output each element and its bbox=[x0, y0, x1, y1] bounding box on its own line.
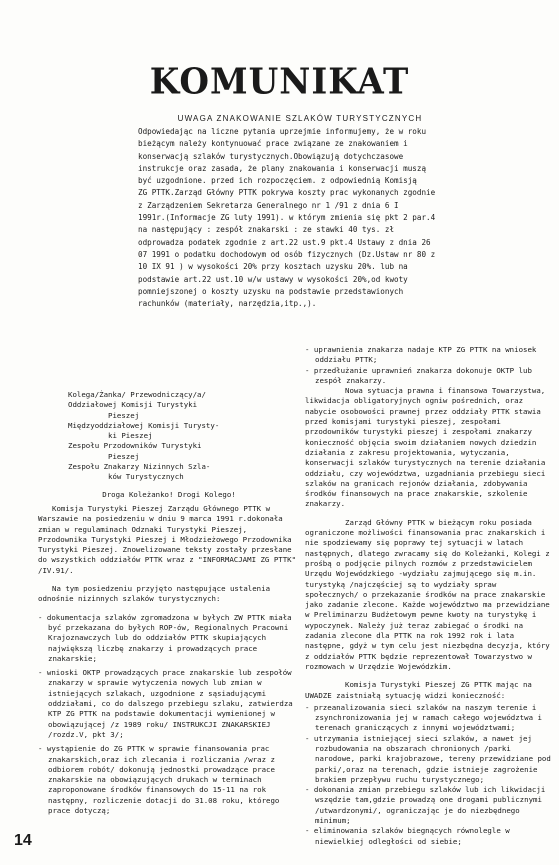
intro-line: Odpowiedając na liczne pytania uprzejmie informujemy, że w roku bbox=[138, 127, 427, 136]
intro-line: 1991r.(Informacje ZG luty 1991). w którym zmienia się pkt 2 par.4 bbox=[138, 213, 436, 223]
intro-line: odprowadza podatek zgodnie z art.22 ust.9 pkt.4 Ustawy z dnia 26 bbox=[138, 237, 431, 247]
list-item: - przedłużanie uprawnień znakarza dokonuje OKTP lub zespół znakarzy. bbox=[305, 365, 532, 385]
intro-line: konserwacją szlaków turystycznych.Obowiązują dotychczasowe bbox=[138, 151, 404, 161]
intro-line: na następujący : zespół znakarski : ze stawki 40 tys. zł bbox=[138, 225, 395, 235]
intro-line: być uzgodnione. przed ich rozpoczęciem. z odpowiednią Komisją bbox=[138, 176, 417, 186]
intro-paragraph bbox=[138, 126, 550, 310]
left-column bbox=[38, 380, 300, 816]
salutation: Droga Koleżanko! Drogi Kolego! bbox=[102, 489, 236, 499]
page-subtitle: UWAGA ZNAKOWANIE SZLAKÓW TURYSTYCZNYCH bbox=[177, 114, 423, 123]
list-item: - dokonania zmian przebiegu szlaków lub ich likwidacji wszędzie tam,gdzie prowadzą one drogami publicznymi /utwardzonymi/, ograniczając je do niezbędnego minimum; bbox=[305, 785, 546, 826]
intro-line: 07 1991 o podatku dochodowym od osób fizycznych (Dz.Ustaw nr 80 z bbox=[138, 249, 436, 259]
page-title: KOMUNIKAT bbox=[149, 61, 410, 103]
addressee-line: ków Turystycznych bbox=[108, 472, 184, 482]
intro-line: 10 IX 91 ) w wysokości 20% przy kosztach uzysku 20%. lub na bbox=[138, 262, 408, 272]
list-item: - utrzymania istniejącej sieci szlaków, a nawet jej rozbudowania na obszarach chronionych /parki narodowe, parki krajobrazowe, tereny przewidziane pod parki/,oraz na terenach, gdzie istnieje zagrożenie brakiem przepływu ruchu turystycznego; bbox=[305, 733, 551, 784]
list-item: - przeanalizowania sieci szlaków na naszym terenie i zsynchronizowania jej w ramach całego województwa i terenach graniczących z innymi województwami; bbox=[305, 702, 542, 733]
list-item: - wystąpienie do ZG PTTK w sprawie finansowania prac znakarskich,oraz ich zlecania i rozliczania /wraz z odbiorem robót/ dokonują jednostki prowadzące prace znakarskie na obowiązujących drukach w terminach zaproponowane środków finansowych do 15-11 na rok następny, rozliczenie dotacji do 31.08 roku, którego prace dotyczą; bbox=[38, 744, 280, 815]
intro-line: pomniejszonej o koszty uzysku na podstawie przedstawionych bbox=[138, 286, 404, 296]
intro-line: rachunków (materiały, narzędzia,itp.,). bbox=[138, 299, 317, 309]
intro-line: bieżącym należy kontynuować prace związane ze znakowaniem i bbox=[138, 139, 408, 149]
intro-line: podstawie art.22 ust.10 w/w ustawy w wysokości 20%,od kwoty bbox=[138, 274, 408, 284]
addressee-line: Pieszej bbox=[108, 451, 140, 461]
addressee-line: Międzyoddziałowej Komisji Turysty- bbox=[68, 420, 220, 430]
intro-line: ZG PTTK.Zarząd Główny PTTK pokrywa koszty prac wykonanych zgodnie bbox=[138, 188, 436, 198]
page-number: 14 bbox=[14, 832, 32, 849]
addressee-line: Zespołu Znakarzy Nizinnych Szla- bbox=[68, 462, 211, 472]
list-item: - wnioski OKTP prowadzących prace znakarskie lub zespołów znakarzy w sprawie wytyczenia nowych lub zmian w istniejących szlakach, uzgodnione z sąsiadującymi oddziałami, co do dalszego przebiegu szlaku, zatwierdza KTP ZG PTTK na podstawie dokumentacji wymienionej w obowiązującej /z 1989 roku/ INSTRUKCJI ZNAKARSKIEJ /rozdz.V, pkt 3/; bbox=[38, 668, 293, 739]
intro-line: instrukcje oraz zasada, że plany znakowania i konserwacji muszą bbox=[138, 163, 427, 173]
addressee-line: Oddziałowej Komisji Turystyki bbox=[68, 400, 198, 410]
addressee-line: Pieszej bbox=[108, 410, 140, 420]
list-item: - dokumentacja szlaków zgromadzona w byłych ZW PTTK miała być przekazana do byłych ROP-ów, Regionalnych Pracowni Krajoznawczych lub do oddziałów PTTK skupiających największą liczbę znakarzy i prowadzących prace znakarskie; bbox=[38, 612, 292, 663]
addressee-line: Kolega/Żanka/ Przewodniczący/a/ bbox=[68, 390, 206, 399]
addressee-block bbox=[38, 390, 300, 483]
list-item: - uprawnienia znakarza nadaje KTP ZG PTTK na wniosek oddziału PTTK; bbox=[305, 345, 537, 365]
right-paragraph: Nowa sytuacja prawna i finansowa Towarzystwa, likwidacja obligatoryjnych ogniw pośrednich, oraz nabycie osobowości prawnej przez oddziały PTTK stawia przed komisjami turystyki pieszej, zespołami przodowników turystyki pieszej i zespołami znakarzy konieczność objęcia swoim działaniem nowych dziedzin działania z zakresu projektowania, wytyczania, konserwacji szlaków turystycznych na terenie działania oddziału, czy województwa, uzgadniania przebiegu sieci szlaków na granicach rejonów działania, zdobywania środków finansowych na prace znakarskie, szkolenie znakarzy. bbox=[305, 386, 546, 509]
right-paragraph: Komisja Turystyki Pieszej ZG PTTK mając na UWADZE zaistniałą sytuację widzi konieczność: bbox=[305, 680, 532, 700]
addressee-line: ki Pieszej bbox=[108, 431, 153, 441]
addressee-line: Zespołu Przodowników Turystyki bbox=[68, 441, 202, 451]
left-paragraph: Na tym posiedzeniu przyjęto następujące ustalenia odnośnie nizinnych szlaków turystycznych: bbox=[38, 584, 271, 604]
right-column bbox=[305, 345, 551, 847]
right-paragraph: Zarząd Główny PTTK w bieżącym roku posiada ograniczone możliwości finansowania prac znakarskich i nie spodziewamy się poprawy tej sytuacji w latach następnych, dlatego zwracamy się do Koleżanki, Kolegi z prośbą o podjęcie pilnych rozmów z przedstawicielem Urzędu Wojewódzkiego -wydziału zajmującego się m.in. turystyką /najczęściej są to wydziały spraw społecznych/ o przekazanie środków na prace znakarskie jako zadanie zlecone. Każde województwo ma przewidziane w Preliminarzu Budżetowym pewne kwoty na turystykę i wypoczynek. Należy już teraz zabiegać o środki na zadania zlecone dla PTTK na rok 1992 rok i lata następne, gdyż w tym celu jest niezbędna decyzja, który z oddziałów PTTK będzie reprezentował Towarzystwo w rozmowach w Urzędzie Wojewódzkim. bbox=[305, 517, 550, 671]
list-item: - eliminowania szlaków biegnących równolegle w niewielkiej odległości od siebie; bbox=[305, 826, 510, 846]
left-paragraph: Komisja Turystyki Pieszej Zarządu Głównego PTTK w Warszawie na posiedzeniu w dniu 9 marca 1991 r.dokonała zmian w regulaminach Odznaki Turystyki Pieszej, Przodownika Turystyki Pieszej i Młodzieżowego Przodownika Turystyki Pieszej. Znowelizowane teksty zostały przesłane do wszystkich oddziałów PTTK wraz z "INFORMACJAMI ZG PTTK" /IV.91/. bbox=[38, 503, 297, 575]
intro-line: z Zarządzeniem Sekretarza Generalnego nr 1 /91 z dnia 6 I bbox=[138, 200, 399, 210]
